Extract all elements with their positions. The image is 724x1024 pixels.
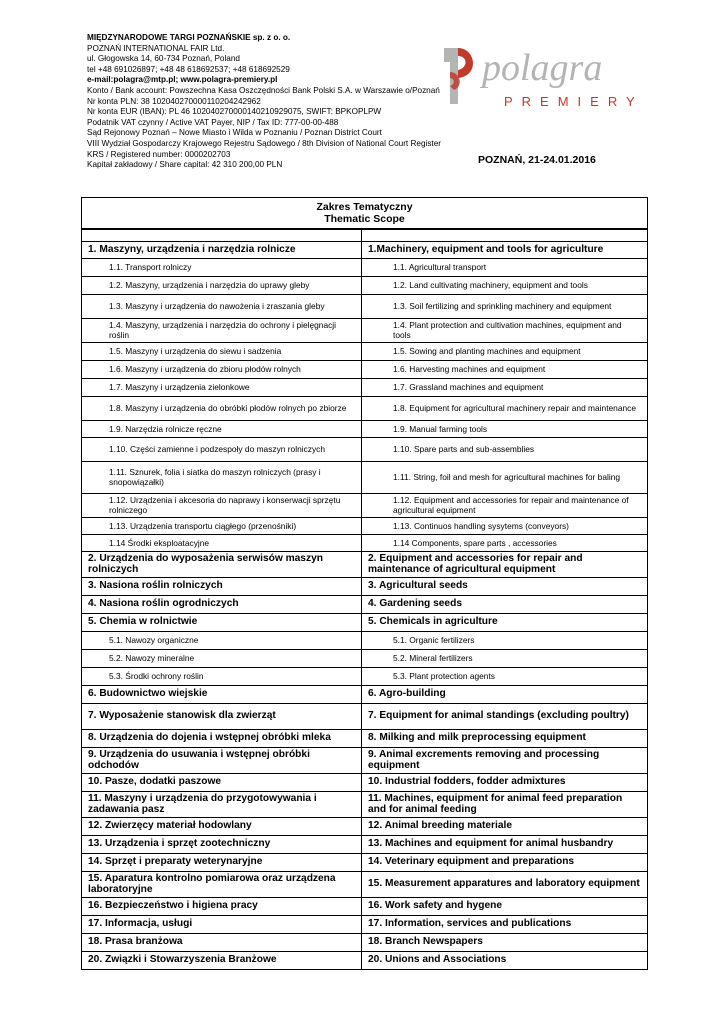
table-title-row — [82, 198, 648, 230]
subcategory-row — [82, 461, 648, 493]
cell-english: 7. Equipment for animal standings (excluding poultry) — [362, 703, 648, 729]
cell-english: 1.10. Spare parts and sub-assemblies — [362, 437, 648, 461]
subcategory-row — [82, 396, 648, 420]
subcategory-row — [82, 667, 648, 685]
category-row — [82, 915, 648, 933]
subcategory-row — [82, 276, 648, 294]
category-row — [82, 747, 648, 773]
cell-polish: 1.8. Maszyny i urządzenia do obróbki płodów rolnych po zbiorze — [82, 396, 362, 420]
spacer-row — [82, 229, 648, 241]
category-row — [82, 791, 648, 817]
polagra-premiery-logo — [436, 42, 636, 114]
cell-english: 13. Machines and equipment for animal husbandry — [362, 835, 648, 853]
cell-polish: 1.4. Maszyny, urządzenia i narzędzia do ochrony i pielęgnacji roślin — [82, 318, 362, 342]
header-line: POZNAŃ INTERNATIONAL FAIR Ltd. — [87, 43, 225, 53]
category-row — [82, 577, 648, 595]
cell-english: 1.8. Equipment for agricultural machinery repair and maintenance — [362, 396, 648, 420]
subcategory-row — [82, 517, 648, 534]
cell-polish: 4. Nasiona roślin ogrodniczych — [82, 595, 362, 613]
cell-polish: 5. Chemia w rolnictwie — [82, 613, 362, 631]
header-line: Sąd Rejonowy Poznań – Nowe Miasto i Wilda w Poznaniu / Poznan District Court — [87, 128, 382, 138]
category-row — [82, 933, 648, 951]
cell-polish: 1.14 Środki eksploatacyjne — [82, 534, 362, 551]
cell-polish: 16. Bezpieczeństwo i higiena pracy — [82, 897, 362, 915]
subcategory-row — [82, 258, 648, 276]
cell-polish: 5.3. Środki ochrony roślin — [82, 667, 362, 685]
header-line: VIII Wydział Gospodarczy Krajowego Rejestru Sądowego / 8th Division of National Court Register — [87, 138, 441, 148]
cell-polish: 8. Urządzenia do dojenia i wstępnej obróbki mleka — [82, 729, 362, 747]
cell-english: 1.Machinery, equipment and tools for agriculture — [362, 241, 648, 258]
title-pl: Zakres Tematyczny — [316, 201, 413, 213]
subcategory-row — [82, 294, 648, 318]
category-row — [82, 817, 648, 835]
subcategory-row — [82, 360, 648, 378]
category-row — [82, 551, 648, 577]
cell-english: 1.5. Sowing and planting machines and equipment — [362, 342, 648, 360]
cell-english: 15. Measurement apparatures and laboratory equipment — [362, 871, 648, 897]
header-line: MIĘDZYNARODOWE TARGI POZNAŃSKIE sp. z o. o. — [87, 33, 291, 42]
cell-polish: 1.10. Części zamienne i podzespoły do maszyn rolniczych — [82, 437, 362, 461]
polagra-emblem-icon — [444, 48, 473, 104]
cell-english: 14. Veterinary equipment and preparations — [362, 853, 648, 871]
header-line: Nr konta PLN: 38 1020402700001102042429​62 — [87, 96, 261, 106]
cell-english: 1.13. Continuos handling sysytems (conveyors) — [362, 517, 648, 534]
cell-polish: 18. Prasa branżowa — [82, 933, 362, 951]
subcategory-row — [82, 534, 648, 551]
subcategory-row — [82, 437, 648, 461]
cell-polish: 1.7. Maszyny i urządzenia zielonkowe — [82, 378, 362, 396]
category-row — [82, 871, 648, 897]
svg-text:polagra: polagra — [482, 47, 603, 89]
cell-english: 5.1. Organic fertilizers — [362, 631, 648, 649]
table-title — [82, 198, 648, 230]
cell-polish: 1.11. Sznurek, folia i siatka do maszyn rolniczych (prasy i snopowiązałki) — [82, 461, 362, 493]
cell-polish: 1.12. Urządzenia i akcesoria do naprawy i konserwacji sprzętu rolniczego — [82, 493, 362, 517]
subcategory-row — [82, 342, 648, 360]
cell-polish: 1.5. Maszyny i urządzenia do siewu i sadzenia — [82, 342, 362, 360]
cell-polish: 12. Zwierzęcy materiał hodowlany — [82, 817, 362, 835]
cell-english: 8. Milking and milk preprocessing equipment — [362, 729, 648, 747]
cell-polish: 7. Wyposażenie stanowisk dla zwierząt — [82, 703, 362, 729]
header-line: Podatnik VAT czynny / Active VAT Payer, NIP / Tax ID: 777-00-00-488 — [87, 117, 339, 127]
header-line: e-mail:polagra@mtp.pl; www.polagra-premiery.pl — [87, 75, 278, 85]
cell-english: 18. Branch Newspapers — [362, 933, 648, 951]
cell-polish: 3. Nasiona roślin rolniczych — [82, 577, 362, 595]
cell-english: 1.9. Manual farming tools — [362, 420, 648, 437]
cell-polish: 1.2. Maszyny, urządzenia i narzędzia do uprawy gleby — [82, 276, 362, 294]
cell-polish: 14. Sprzęt i preparaty weterynaryjne — [82, 853, 362, 871]
cell-polish: 9. Urządzenia do usuwania i wstępnej obróbki odchodów — [82, 747, 362, 773]
cell-english: 2. Equipment and accessories for repair and maintenance of agricultural equipment — [362, 551, 648, 577]
cell-english: 1.1. Agricultural transport — [362, 258, 648, 276]
cell-english: 5.2. Mineral fertilizers — [362, 649, 648, 667]
event-date: POZNAŃ, 21-24.01.2016 — [478, 154, 596, 166]
cell-english: 3. Agricultural seeds — [362, 577, 648, 595]
subcategory-row — [82, 631, 648, 649]
header-line: tel +48 691026897; +48 48 618692537; +48 618692529 — [87, 64, 290, 74]
cell-polish: 10. Pasze, dodatki paszowe — [82, 773, 362, 791]
header-line: ul. Głogowska 14, 60-734 Poznań, Poland — [87, 54, 240, 64]
cell-polish: 1.6. Maszyny i urządzenia do zbioru płodów rolnych — [82, 360, 362, 378]
cell-english: 9. Animal excrements removing and processing equipment — [362, 747, 648, 773]
cell-english: 1.7. Grassland machines and equipment — [362, 378, 648, 396]
cell-english: 16. Work safety and hygene — [362, 897, 648, 915]
cell-english: 5. Chemicals in agriculture — [362, 613, 648, 631]
cell-polish: 1.9. Narzędzia rolnicze ręczne — [82, 420, 362, 437]
category-row — [82, 703, 648, 729]
subcategory-row — [82, 493, 648, 517]
category-row — [82, 897, 648, 915]
cell-polish: 5.1. Nawozy organiczne — [82, 631, 362, 649]
cell-english: 1.12. Equipment and accessories for repair and maintenance of agricultural equipment — [362, 493, 648, 517]
cell-english: 20. Unions and Associations — [362, 951, 648, 969]
cell-english: 6. Agro-building — [362, 685, 648, 703]
header-line: KRS / Registered number: 0000202703 — [87, 149, 231, 159]
svg-text:PREMIERY: PREMIERY — [504, 94, 636, 109]
category-row — [82, 613, 648, 631]
subcategory-row — [82, 649, 648, 667]
cell-polish: 20. Związki i Stowarzyszenia Branżowe — [82, 951, 362, 969]
header-line: Kapitał zakładowy / Share capital: 42 310 200,00 PLN — [87, 160, 283, 170]
cell-polish: 6. Budownictwo wiejskie — [82, 685, 362, 703]
cell-english: 4. Gardening seeds — [362, 595, 648, 613]
cell-english: 1.14 Components, spare parts , accessories — [362, 534, 648, 551]
cell-english: 17. Information, services and publications — [362, 915, 648, 933]
cell-polish: 13. Urządzenia i sprzęt zootechniczny — [82, 835, 362, 853]
cell-polish: 11. Maszyny i urządzenia do przygotowywania i zadawania pasz — [82, 791, 362, 817]
category-row — [82, 595, 648, 613]
title-en: Thematic Scope — [324, 213, 405, 225]
category-row — [82, 835, 648, 853]
header-line: Nr konta EUR (IBAN): PL 46 10204027000014021092​9075, SWIFT: BPKOPLPW — [87, 107, 382, 117]
category-row — [82, 951, 648, 969]
company-header — [87, 33, 447, 171]
thematic-scope-table — [81, 197, 648, 970]
cell-english: 5.3. Plant protection agents — [362, 667, 648, 685]
subcategory-row — [82, 318, 648, 342]
cell-polish: 1. Maszyny, urządzenia i narzędzia rolnicze — [82, 241, 362, 258]
subcategory-row — [82, 420, 648, 437]
category-row — [82, 729, 648, 747]
header-line: Konto / Bank account: Powszechna Kasa Oszczędności Bank Polski S.A. w Warszawie o/Poznań — [87, 85, 440, 95]
cell-polish: 1.3. Maszyny i urządzenia do nawożenia i zraszania gleby — [82, 294, 362, 318]
cell-polish: 17. Informacja, usługi — [82, 915, 362, 933]
cell-polish: 15. Aparatura kontrolno pomiarowa oraz urządzena laboratoryjne — [82, 871, 362, 897]
cell-english: 1.6. Harvesting machines and equipment — [362, 360, 648, 378]
cell-english: 1.3. Soil fertilizing and sprinkling machinery and equipment — [362, 294, 648, 318]
cell-english: 1.2. Land cultivating machinery, equipment and tools — [362, 276, 648, 294]
cell-polish: 1.1. Transport rolniczy — [82, 258, 362, 276]
category-row — [82, 773, 648, 791]
category-row — [82, 685, 648, 703]
cell-polish: 5.2. Nawozy mineralne — [82, 649, 362, 667]
cell-polish: 1.13. Urządzenia transportu ciągłego (przenośniki) — [82, 517, 362, 534]
cell-english: 11. Machines, equipment for animal feed preparation and for animal feeding — [362, 791, 648, 817]
cell-english: 1.11. String, foil and mesh for agricultural machines for baling — [362, 461, 648, 493]
cell-english: 10. Industrial fodders, fodder admixtures — [362, 773, 648, 791]
subcategory-row — [82, 378, 648, 396]
cell-english: 12. Animal breeding materiale — [362, 817, 648, 835]
category-row — [82, 241, 648, 258]
cell-polish: 2. Urządzenia do wyposażenia serwisów maszyn rolniczych — [82, 551, 362, 577]
category-row — [82, 853, 648, 871]
cell-english: 1.4. Plant protection and cultivation machines, equipment and tools — [362, 318, 648, 342]
